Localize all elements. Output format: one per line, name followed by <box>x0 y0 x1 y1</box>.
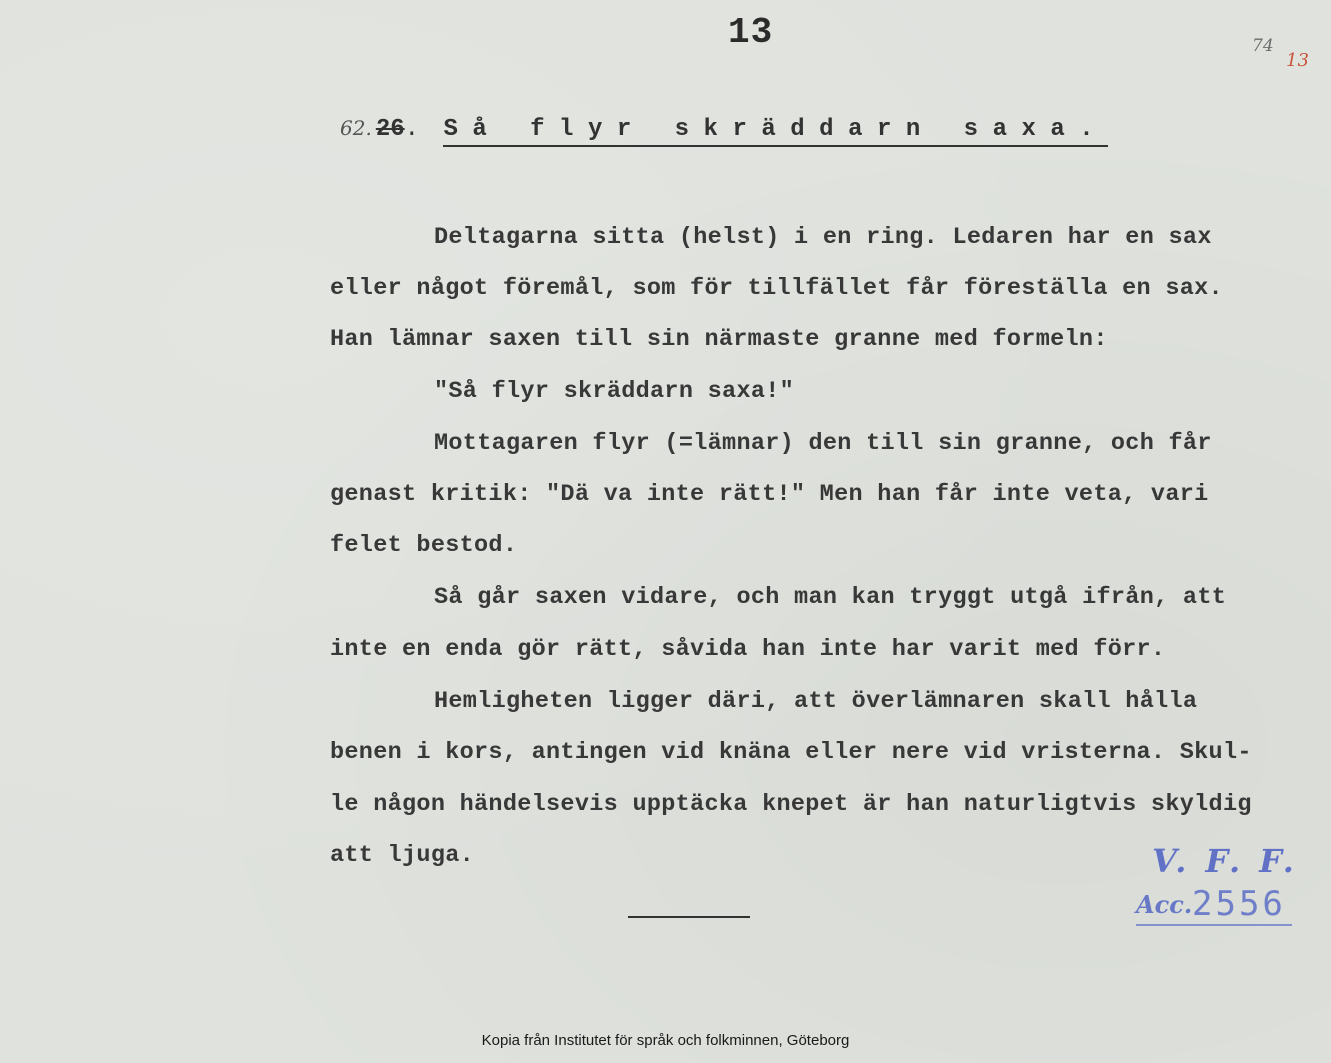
body-line: felet bestod. <box>330 532 518 559</box>
archive-stamp <box>1130 840 1310 940</box>
section-heading: 62. 26. Så flyr skräddarn saxa. <box>340 116 1108 147</box>
red-page-number: 13 <box>1286 50 1309 71</box>
body-line: genast kritik: "Dä va inte rätt!" Men han får inte veta, vari <box>330 481 1209 508</box>
body-line: att ljuga. <box>330 842 475 869</box>
body-line: benen i kors, antingen vid knäna eller nere vid vristerna. Skul- <box>330 739 1252 766</box>
handwritten-number: 62. <box>340 116 372 140</box>
page-number: 13 <box>728 12 774 53</box>
struck-number: 26 <box>375 116 405 143</box>
body-line: Han lämnar saxen till sin närmaste granne med formeln: <box>330 326 1108 353</box>
footer-credit: Kopia från Institutet för språk och folkminnen, Göteborg <box>481 1032 850 1049</box>
body-line: "Så flyr skräddarn saxa!" <box>434 378 795 405</box>
heading-title: Så flyr skräddarn saxa. <box>443 116 1108 147</box>
stamp-acc-label: Acc. <box>1136 890 1193 919</box>
end-rule <box>628 916 750 918</box>
body-line: inte en enda gör rätt, såvida han inte har varit med förr. <box>330 636 1166 663</box>
body-line: Mottagaren flyr (=lämnar) den till sin granne, och får <box>434 430 1212 457</box>
stamp-acc-number: 2556 <box>1192 884 1286 924</box>
body-line: Deltagarna sitta (helst) i en ring. Ledaren har en sax <box>434 224 1212 251</box>
body-line: Så går saxen vidare, och man kan tryggt utgå ifrån, att <box>434 584 1227 611</box>
archive-page-number: 74 <box>1252 36 1274 56</box>
body-line: le någon händelsevis upptäcka knepet är han naturligtvis skyldig <box>330 791 1252 818</box>
body-line: eller något föremål, som för tillfället får föreställa en sax. <box>330 275 1223 302</box>
stamp-underline <box>1136 924 1292 926</box>
stamp-initials: V. F. F. <box>1152 842 1298 880</box>
body-line: Hemligheten ligger däri, att överlämnaren skall hålla <box>434 688 1198 715</box>
